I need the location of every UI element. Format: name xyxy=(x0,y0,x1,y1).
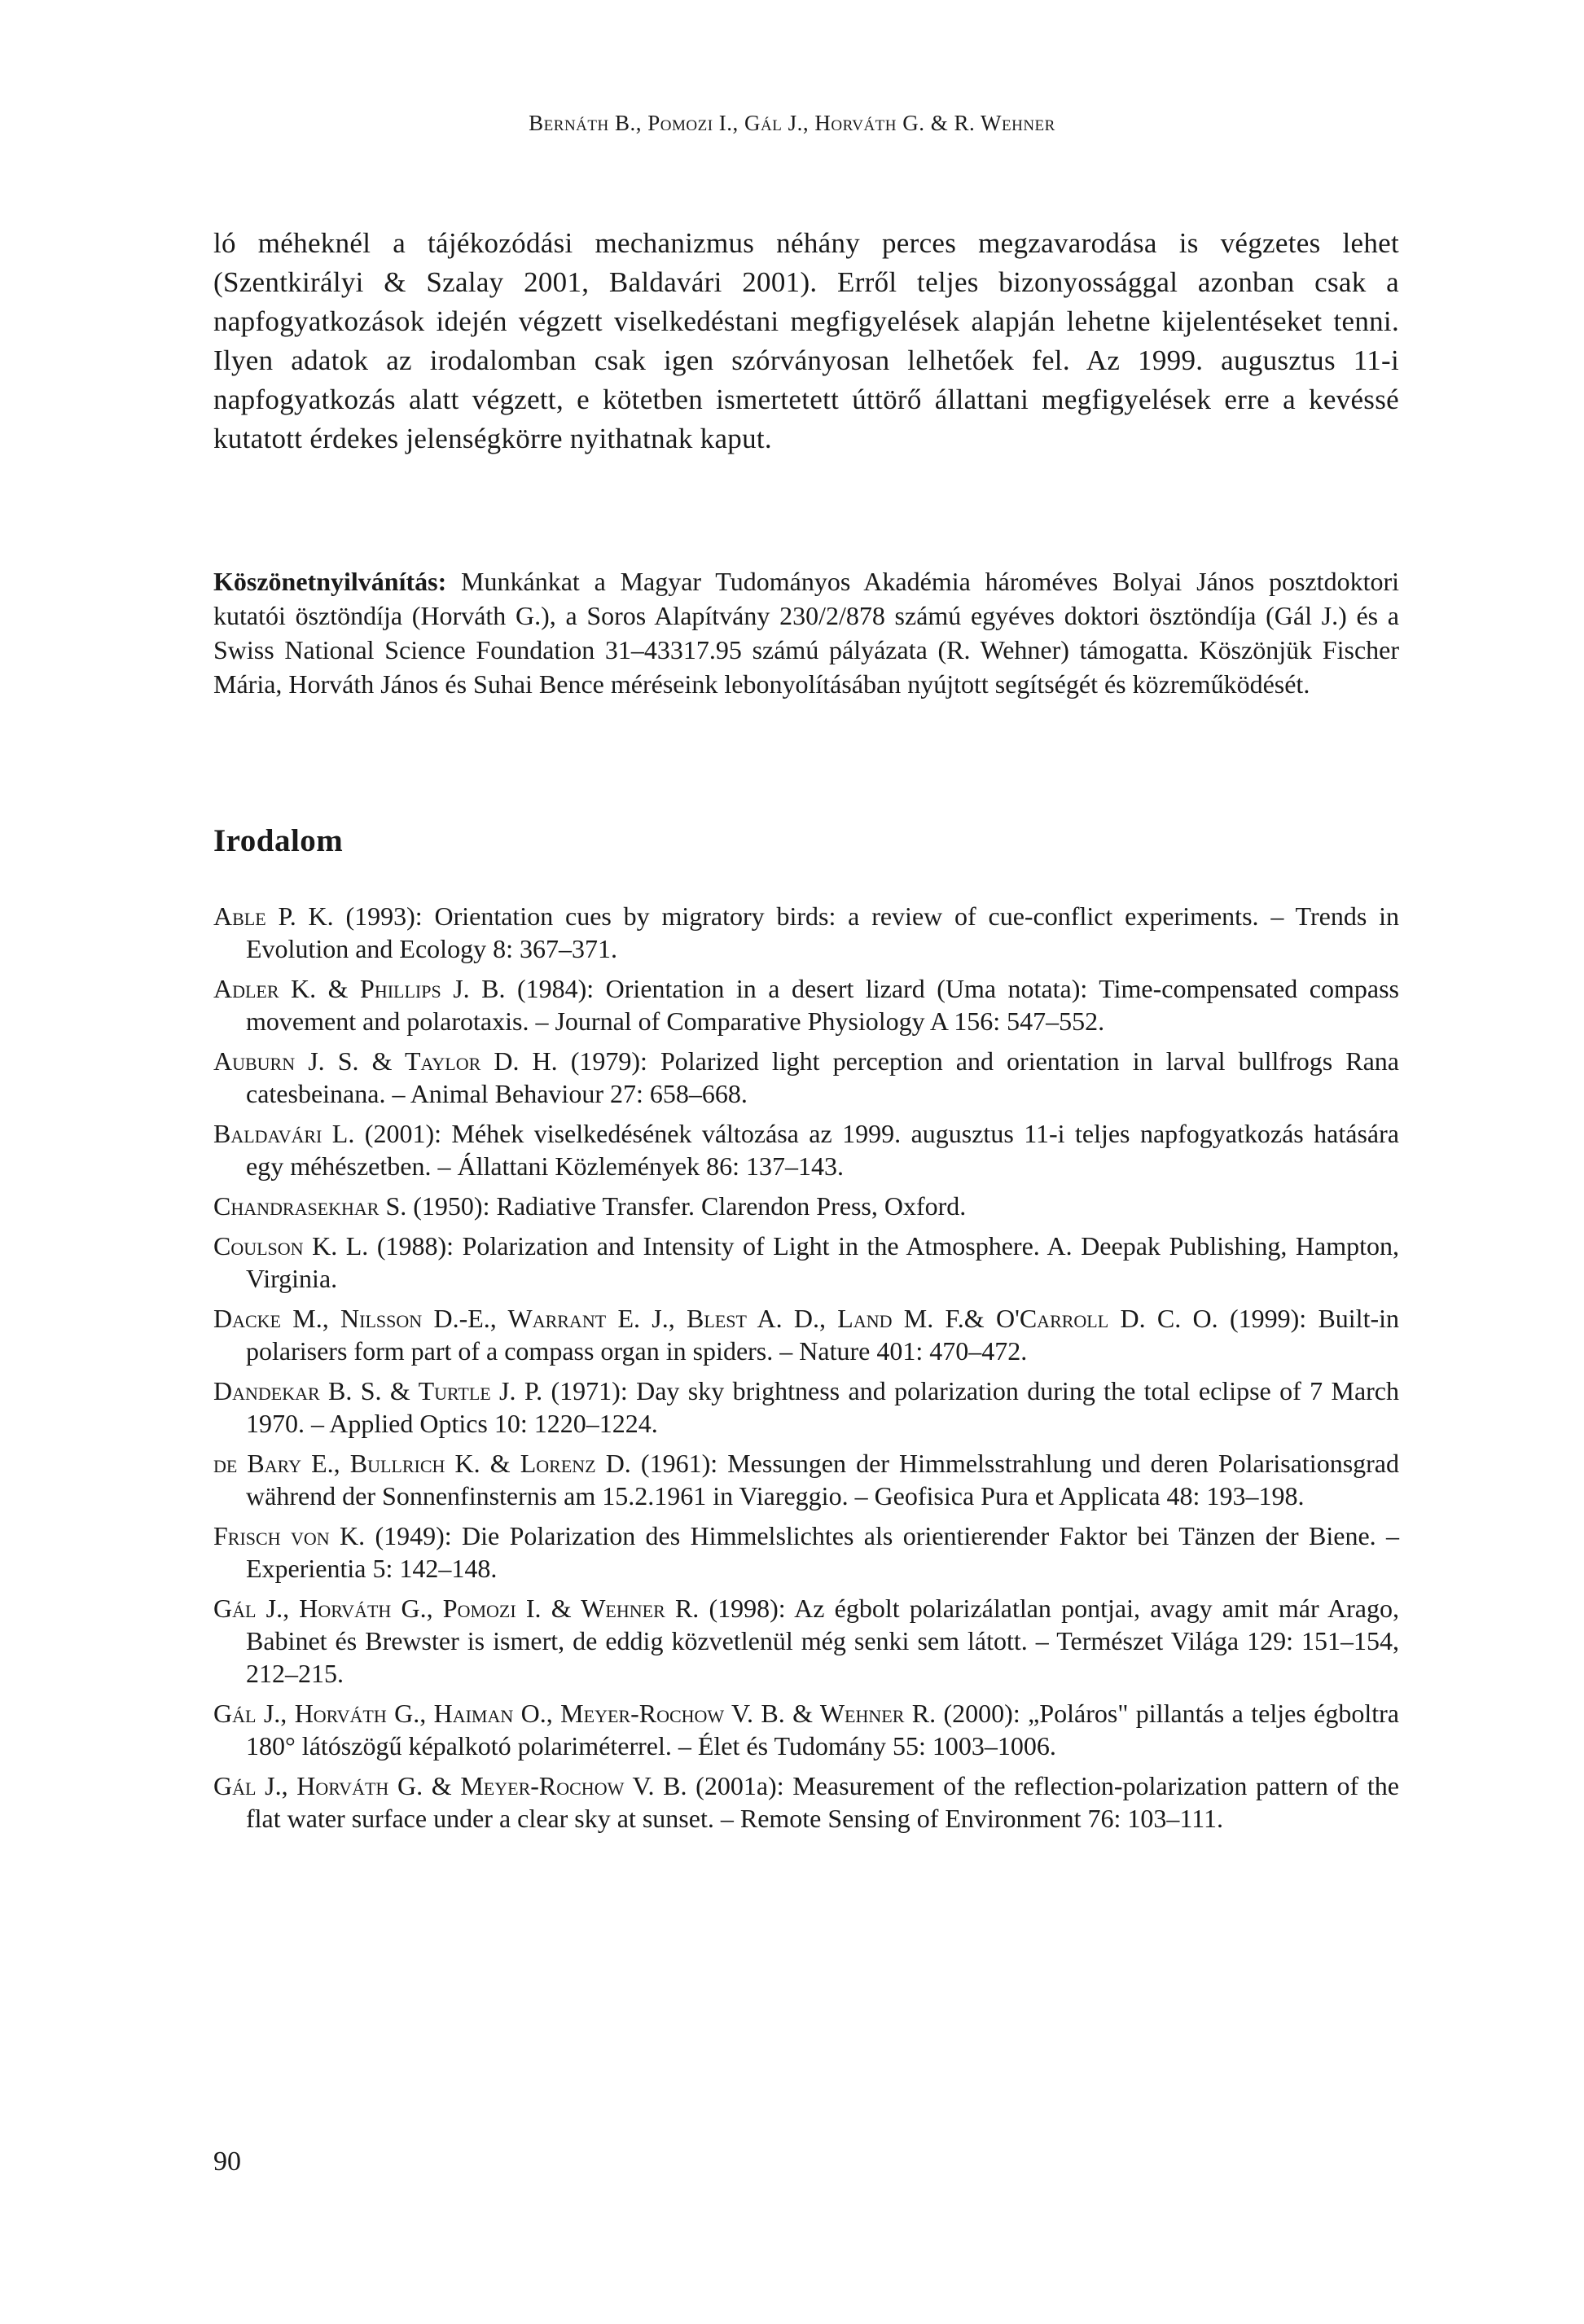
reference-details: (1988): Polarization and Intensity of Light in the Atmosphere. A. Deepak Publishing, Hampton, Virginia. xyxy=(246,1231,1400,1293)
reference-details: (1949): Die Polarization des Himmelslichtes als orientierender Faktor bei Tänzen der Biene. – Experientia 5: 142–148. xyxy=(246,1521,1400,1583)
reference-details: (1999): Built-in polarisers form part of a compass organ in spiders. – Nature 401: 470–472. xyxy=(246,1304,1400,1366)
body-paragraph: ló méheknél a tájékozódási mechanizmus néhány perces megzavarodása is végzetes lehet (Szentkirályi & Szalay 2001, Baldavári 2001). Erről teljes bizonyossággal azonban csak a napfogyatkozások idején végzett viselkedéstani megfigyelések alapján lehetne kijelentéseket tenni. Ilyen adatok az irodalomban csak igen szórványosan lelhetőek fel. Az 1999. augusztus 11-i napfogyatkozás alatt végzett, e kötetben ismertetett úttörő állattani megfigyelések erre a kevéssé kutatott érdekes jelenségkörre nyithatnak kaput. xyxy=(213,227,1399,454)
reference-authors: Auburn J. S. & Taylor D. H. xyxy=(213,1046,558,1076)
acknowledgement xyxy=(213,564,1399,701)
reference-authors: Adler K. & Phillips J. B. xyxy=(213,974,506,1003)
reference-authors: Gál J., Horváth G., Haiman O., Meyer-Rochow V. B. & Wehner R. xyxy=(213,1699,937,1728)
section-heading: Irodalom xyxy=(213,823,344,858)
reference-item xyxy=(213,1117,1399,1182)
reference-item xyxy=(213,900,1399,965)
reference-details: (1950): Radiative Transfer. Clarendon Press, Oxford. xyxy=(406,1191,967,1221)
reference-authors: Baldavári L. xyxy=(213,1119,355,1148)
reference-authors: Coulson K. L. xyxy=(213,1231,369,1261)
reference-details: (1979): Polarized light perception and orientation in larval bullfrogs Rana catesbeinana. – Animal Behaviour 27: 658–668. xyxy=(246,1046,1399,1108)
reference-authors: Gál J., Horváth G. & Meyer-Rochow V. B. xyxy=(213,1771,687,1800)
reference-authors: Dandekar B. S. & Turtle J. P. xyxy=(213,1376,543,1405)
reference-authors: Frisch von K. xyxy=(213,1521,366,1550)
reference-item xyxy=(213,1230,1399,1295)
reference-details: (2001): Méhek viselkedésének változása az 1999. augusztus 11-i teljes napfogyatkozás hatására egy méhészetben. – Állattani Közlemények 86: 137–143. xyxy=(246,1119,1399,1181)
reference-details: (1993): Orientation cues by migratory birds: a review of cue-conflict experiments. – Trends in Evolution and Ecology 8: 367–371. xyxy=(246,901,1399,963)
page-number: 90 xyxy=(213,2146,241,2177)
running-head: Bernáth B., Pomozi I., Gál J., Horváth G. & R. Wehner xyxy=(529,111,1055,135)
reference-details: (2001a): Measurement of the reflection-polarization pattern of the flat water surface under a clear sky at sunset. – Remote Sensing of Environment 76: 103–111. xyxy=(246,1771,1399,1833)
reference-item xyxy=(213,1697,1399,1762)
reference-details: (1984): Orientation in a desert lizard (Uma notata): Time-compensated compass movement and polarotaxis. – Journal of Comparative Physiology A 156: 547–552. xyxy=(246,974,1399,1036)
reference-authors: Gál J., Horváth G., Pomozi I. & Wehner R. xyxy=(213,1594,700,1623)
reference-list xyxy=(213,900,1399,1842)
reference-details: (1961): Messungen der Himmelsstrahlung und deren Polarisationsgrad während der Sonnenfinsternis am 15.2.1961 in Viareggio. – Geofisica Pura et Applicata 48: 193–198. xyxy=(246,1449,1400,1511)
reference-item xyxy=(213,1447,1399,1512)
reference-item xyxy=(213,1302,1399,1367)
reference-authors: Able P. K. xyxy=(213,901,334,931)
reference-item xyxy=(213,1769,1399,1835)
reference-item xyxy=(213,1592,1399,1690)
reference-details: (1998): Az égbolt polarizálatlan pontjai, avagy amit már Arago, Babinet és Brewster is ismert, de eddig közvetlenül még senki sem látott. – Természet Világa 129: 151–154, 212–215. xyxy=(246,1594,1400,1688)
reference-item xyxy=(213,1519,1399,1585)
reference-authors: Dacke M., Nilsson D.-E., Warrant E. J., Blest A. D., Land M. F.& O'Carroll D. C. O. xyxy=(213,1304,1218,1333)
reference-authors: Chandrasekhar S. xyxy=(213,1191,407,1221)
reference-item xyxy=(213,1045,1399,1110)
reference-item xyxy=(213,1190,1399,1222)
reference-details: (2000): „Poláros" pillantás a teljes égboltra 180° látószögű képalkotó polariméterrel. – Élet és Tudomány 55: 1003–1006. xyxy=(246,1699,1399,1761)
acknowledgement-text: Munkánkat a Magyar Tudományos Akadémia hároméves Bolyai János posztdoktori kutatói ösztöndíja (Horváth G.), a Soros Alapítvány 230/2/878 számú egyéves doktori ösztöndíja (Gál J.) és a Swiss National Science Foundation 31–43317.95 számú pályázata (R. Wehner) támogatta. Köszönjük Fischer Mária, Horváth János és Suhai Bence méréseink lebonyolításában nyújtott segítségét és közreműködését. xyxy=(213,567,1400,699)
acknowledgement-label: Köszönetnyilvánítás: xyxy=(213,567,447,596)
reference-authors: de Bary E., Bullrich K. & Lorenz D. xyxy=(213,1449,631,1478)
reference-item xyxy=(213,1375,1399,1440)
reference-item xyxy=(213,972,1399,1037)
reference-details: (1971): Day sky brightness and polarization during the total eclipse of 7 March 1970. – Applied Optics 10: 1220–1224. xyxy=(246,1376,1400,1438)
